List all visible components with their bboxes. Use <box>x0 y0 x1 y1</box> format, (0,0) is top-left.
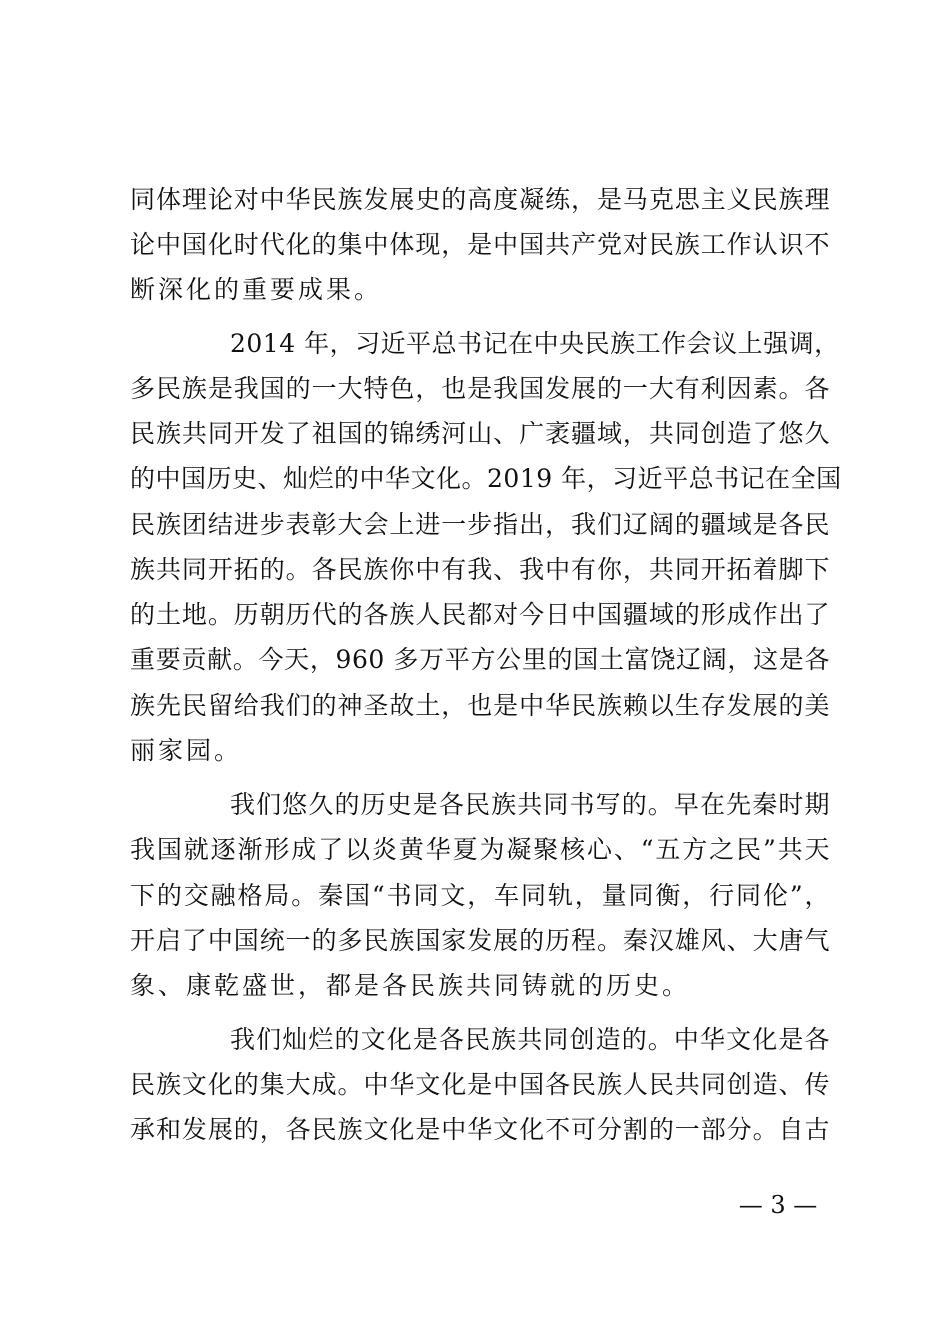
text-line-14: 我们悠久的历史是各民族共同书写的。早在先秦时期 <box>230 790 830 819</box>
text-line-20: 民族文化的集大成。中华文化是中国各民族人民共同创造、传 <box>130 1070 830 1099</box>
text-line-16: 下的交融格局。秦国“书同文，车同轨，量同衡，行同伦”， <box>130 881 830 910</box>
text-line-3: 断深化的重要成果。 <box>130 275 383 304</box>
text-line-7: 的中国历史、灿烂的中华文化。2019 年，习近平总书记在全国 <box>130 464 842 493</box>
text-line-2: 论中国化时代化的集中体现，是中国共产党对民族工作认识不 <box>130 230 830 259</box>
text-line-19: 我们灿烂的文化是各民族共同创造的。中华文化是各 <box>230 1025 830 1054</box>
text-line-5: 多民族是我国的一大特色，也是我国发展的一大有利因素。各 <box>130 374 830 403</box>
text-line-21: 承和发展的，各民族文化是中华文化不可分割的一部分。自古 <box>130 1115 830 1144</box>
text-line-11: 重要贡献。今天，960 多万平方公里的国土富饶辽阔，这是各 <box>130 645 830 674</box>
text-line-6: 民族共同开发了祖国的锦绣河山、广袤疆域，共同创造了悠久 <box>130 419 830 448</box>
text-line-18: 象、康乾盛世，都是各民族共同铸就的历史。 <box>130 971 691 1000</box>
text-line-4: 2014 年，习近平总书记在中央民族工作会议上强调， <box>230 329 840 358</box>
text-line-1: 同体理论对中华民族发展史的高度凝练，是马克思主义民族理 <box>130 185 830 214</box>
text-line-17: 开启了中国统一的多民族国家发展的历程。秦汉雄风、大唐气 <box>130 926 830 955</box>
text-line-13: 丽家园。 <box>130 736 243 765</box>
text-line-8: 民族团结进步表彰大会上进一步指出，我们辽阔的疆域是各民 <box>130 510 830 539</box>
text-line-15: 我国就逐渐形成了以炎黄华夏为凝聚核心、“五方之民”共天 <box>130 835 830 864</box>
text-line-9: 族共同开拓的。各民族你中有我、我中有你，共同开拓着脚下 <box>130 555 830 584</box>
text-line-10: 的土地。历朝历代的各族人民都对今日中国疆域的形成作出了 <box>130 600 830 629</box>
text-line-12: 族先民留给我们的神圣故土，也是中华民族赖以生存发展的美 <box>130 691 830 720</box>
page-number: — 3 — <box>738 1191 818 1219</box>
